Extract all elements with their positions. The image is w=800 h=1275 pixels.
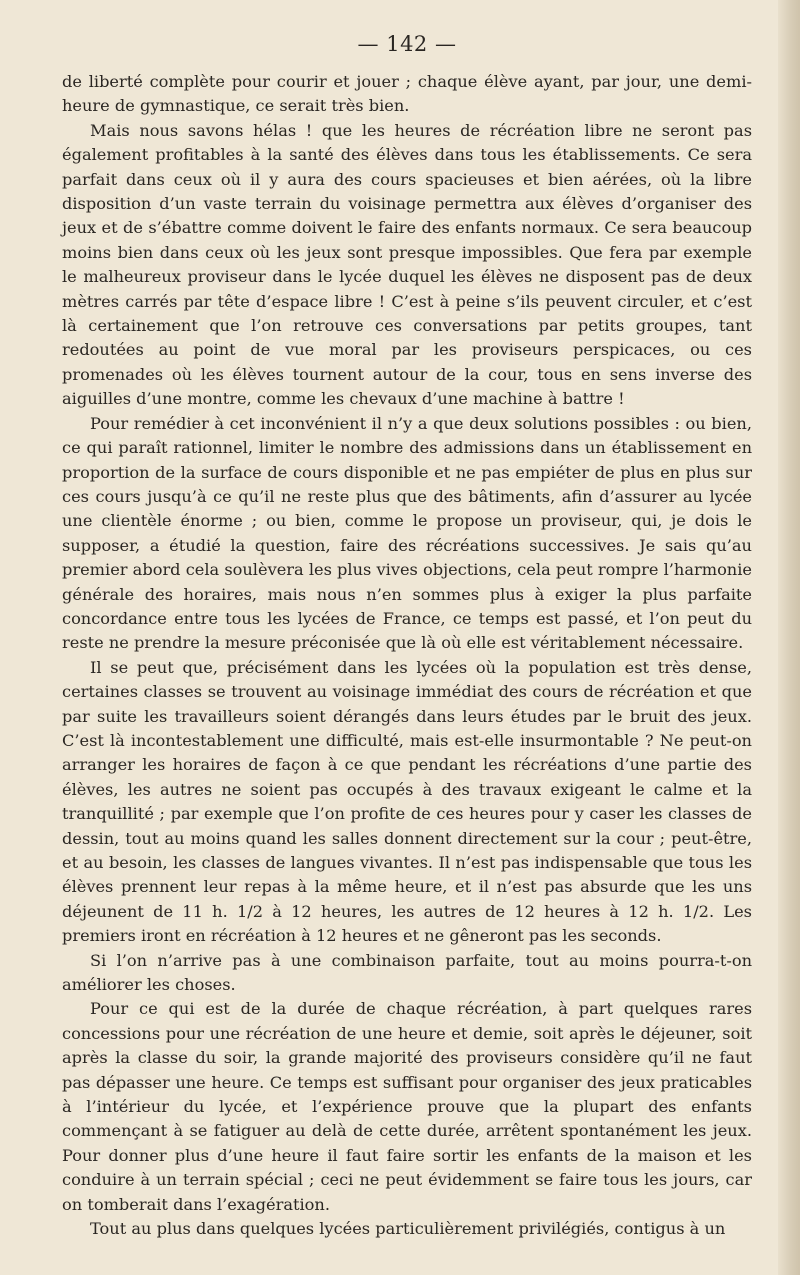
paragraph: Pour remédier à cet inconvénient il n’y a que deux solutions possibles : ou bien, ce qui paraît rationnel, limiter le nombre des admissions dans un établissement en proportion de la surface de cours disponible et ne pas empiéter de plus en plus sur ces cours jusqu’à ce qu’il ne reste plus que des bâtiments, afin d’assurer au lycée une clientèle énorme ; ou bien, comme le propose un proviseur, qui, je dois le supposer, a étudié la question, faire des récréations successives. Je sais qu’au premier abord cela soulèvera les plus vives objections, cela peut rompre l’harmonie générale des horaires, mais nous n’en sommes plus à exiger la plus parfaite concordance entre tous les lycées de France, ce temps est passé, et l’on peut du reste ne prendre la mesure préconisée que là où elle est véritablement nécessaire. xyxy=(62,413,752,653)
page-number: — 142 — xyxy=(357,32,457,56)
paragraph: Si l’on n’arrive pas à une combinaison parfaite, tout au moins pourra-t-on améliorer les choses. xyxy=(62,950,752,995)
paragraph: Mais nous savons hélas ! que les heures de récréation libre ne seront pas également profitables à la santé des élèves dans tous les établissements. Ce sera parfait dans ceux où il y aura des cours spacieuses et bien aérées, où la libre disposition d’un vaste terrain du voisinage permettra aux élèves d’organiser des jeux et de s’ébattre comme doivent le faire des enfants normaux. Ce sera beaucoup moins bien dans ceux où les jeux sont presque impossibles. Que fera par exemple le malheureux proviseur dans le lycée duquel les élèves ne disposent pas de deux mètres carrés par tête d’espace libre ! C’est à peine s’ils peuvent circuler, et c’est là certainement que l’on retrouve ces conversations par petits groupes, tant redoutées au point de vue moral par les proviseurs perspicaces, ou ces promenades où les élèves tournent autour de la cour, tous en sens inverse des aiguilles d’une montre, comme les chevaux d’une machine à battre ! xyxy=(62,120,752,409)
document-page xyxy=(62,30,752,1242)
paragraph: Il se peut que, précisément dans les lycées où la population est très dense, certaines classes se trouvent au voisinage immédiat des cours de récréation et que par suite les travailleurs soient dérangés dans leurs études par le bruit des jeux. C’est là incontestablement une difficulté, mais est-elle insurmontable ? Ne peut-on arranger les horaires de façon à ce que pendant les récréations d’une partie des élèves, les autres ne soient pas occupés à des travaux exigeant le calme et la tranquillité ; par exemple que l’on profite de ces heures pour y caser les classes de dessin, tout au moins quand les salles donnent directement sur la cour ; peut-être, et au besoin, les classes de langues vivantes. Il n’est pas indispensable que tous les élèves prennent leur repas à la même heure, et il n’est pas absurde que les uns déjeunent de 11 h. 1/2 à 12 heures, les autres de 12 heures à 12 h. 1/2. Les premiers iront en récréation à 12 heures et ne gêneront pas les seconds. xyxy=(62,657,752,946)
paragraph: Pour ce qui est de la durée de chaque récréation, à part quelques rares concessions pour une récréation de une heure et demie, soit après le déjeuner, soit après la classe du soir, la grande majorité des proviseurs considère qu’il ne faut pas dépasser une heure. Ce temps est suffisant pour organiser des jeux praticables à l’intérieur du lycée, et l’expérience prouve que la plupart des enfants commençant à se fatiguer au delà de cette durée, arrêtent spontanément les jeux. Pour donner plus d’une heure il faut faire sortir les enfants de la maison et les conduire à un terrain spécial ; ceci ne peut évidemment se faire tous les jours, car on tomberait dans l’exagération. xyxy=(62,999,752,1214)
paragraph-continuation: de liberté complète pour courir et jouer ; chaque élève ayant, par jour, une demi-heure de gymnastique, ce serait très bien. xyxy=(62,72,752,116)
page-edge-shadow xyxy=(778,0,800,1275)
paragraph-last: Tout au plus dans quelques lycées particulièrement privilégiés, contigus à un xyxy=(90,1219,726,1239)
